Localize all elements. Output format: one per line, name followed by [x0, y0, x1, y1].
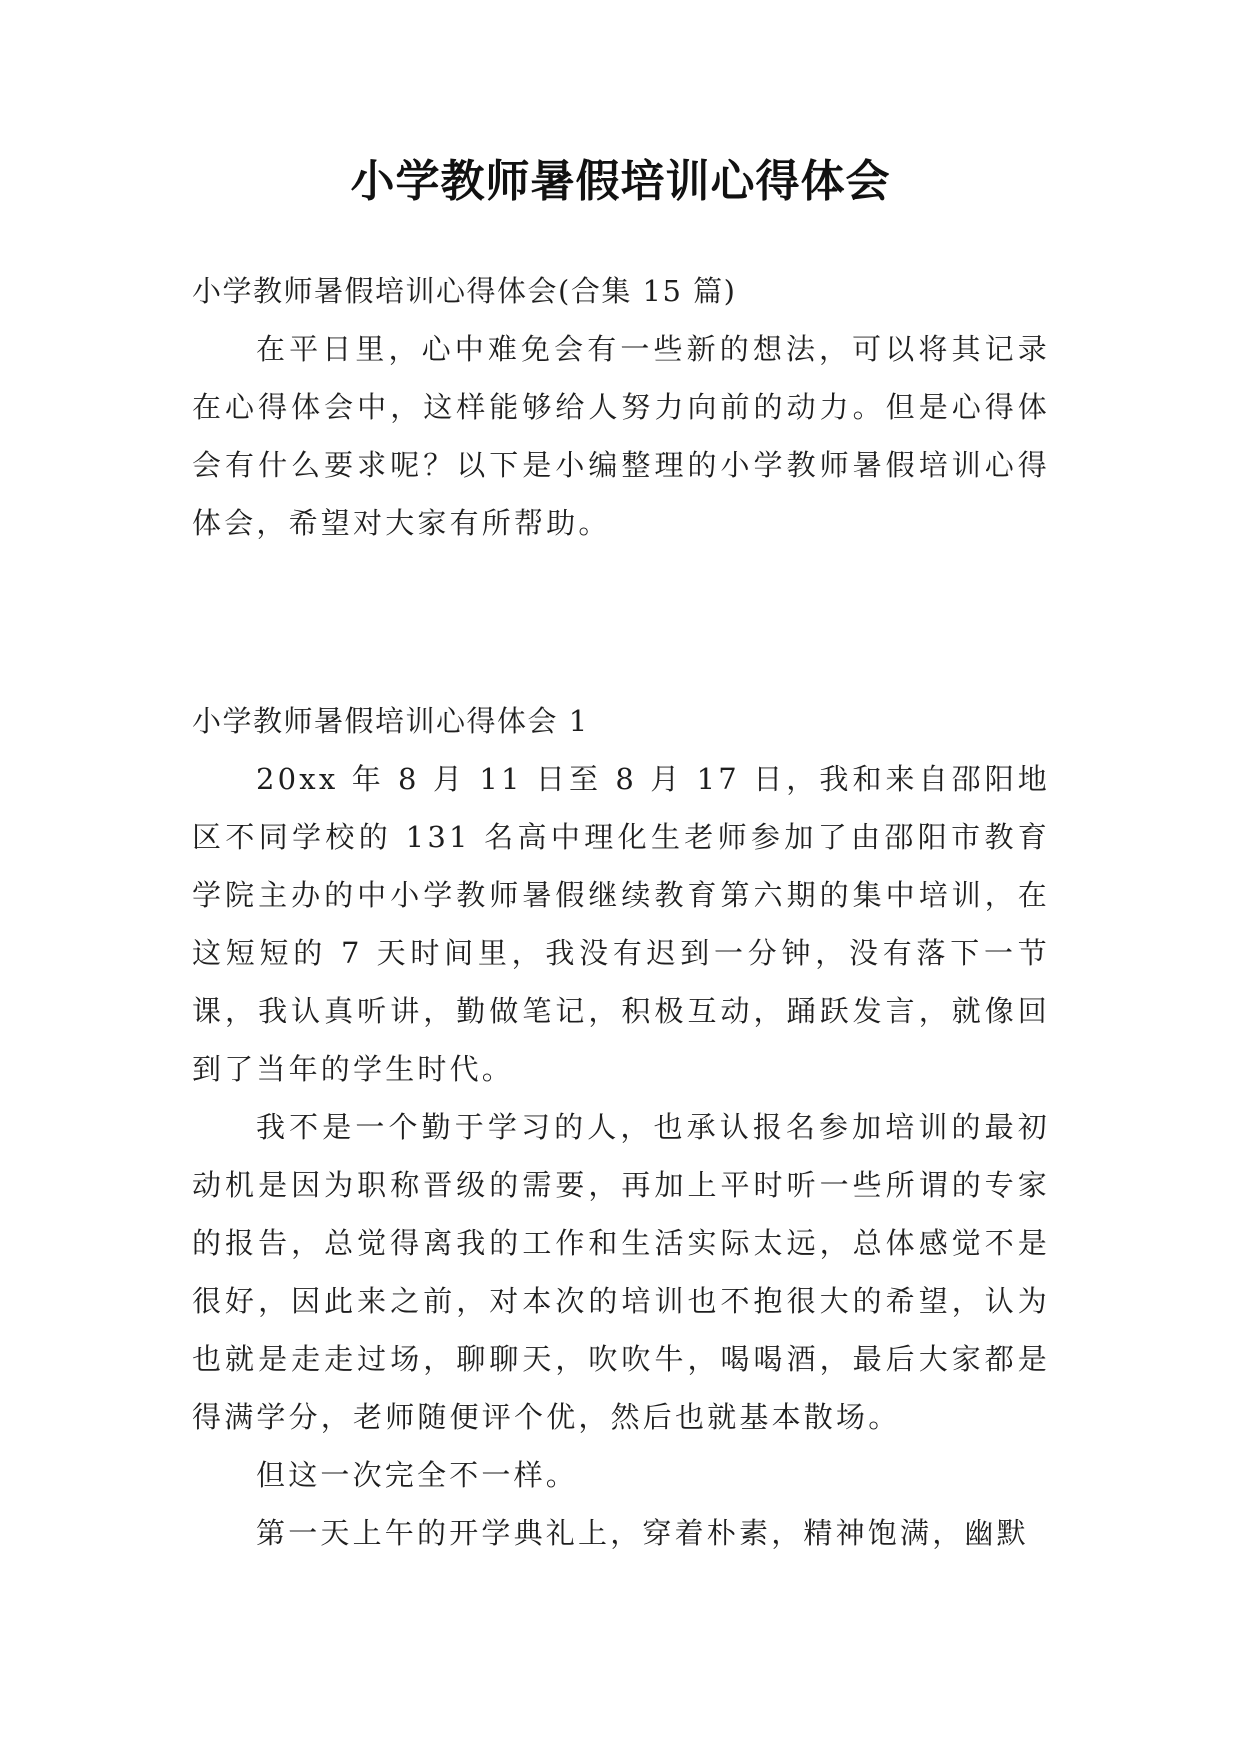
section-1-paragraph-3: 但这一次完全不一样。 — [256, 1458, 579, 1492]
section-1-paragraph-2: 我不是一个勤于学习的人，也承认报名参加培训的最初动机是因为职称晋级的需要，再加上平时听一些所谓的专家的报告，总觉得离我的工作和生活实际太远，总体感觉不是很好，因此来之前，对本次的培训也不抱很大的希望，认为也就是走走过场，聊聊天，吹吹牛，喝喝酒，最后大家都是得满学分，老师随便评个优，然后也就基本散场。 — [192, 1110, 1050, 1434]
intro-paragraph: 在平日里，心中难免会有一些新的想法，可以将其记录在心得体会中，这样能够给人努力向前的动力。但是心得体会有什么要求呢？以下是小编整理的小学教师暑假培训心得体会，希望对大家有所帮助。 — [192, 332, 1050, 540]
section-1-heading: 小学教师暑假培训心得体会 1 — [192, 704, 589, 738]
intro-block — [192, 262, 1050, 552]
section-1 — [192, 692, 1050, 1562]
section-1-paragraph-4: 第一天上午的开学典礼上，穿着朴素，精神饱满，幽默 — [256, 1516, 1029, 1550]
collection-heading: 小学教师暑假培训心得体会(合集 15 篇) — [192, 274, 737, 308]
document-title: 小学教师暑假培训心得体会 — [350, 156, 891, 207]
section-1-paragraph-1: 20xx 年 8 月 11 日至 8 月 17 日，我和来自邵阳地区不同学校的 131 名高中理化生老师参加了由邵阳市教育学院主办的中小学教师暑假继续教育第六期的集中培训，在这短短的 7 天时间里，我没有迟到一分钟，没有落下一节课，我认真听讲，勤做笔记，积极互动，踊跃发言，就像回到了当年的学生时代。 — [192, 762, 1050, 1086]
